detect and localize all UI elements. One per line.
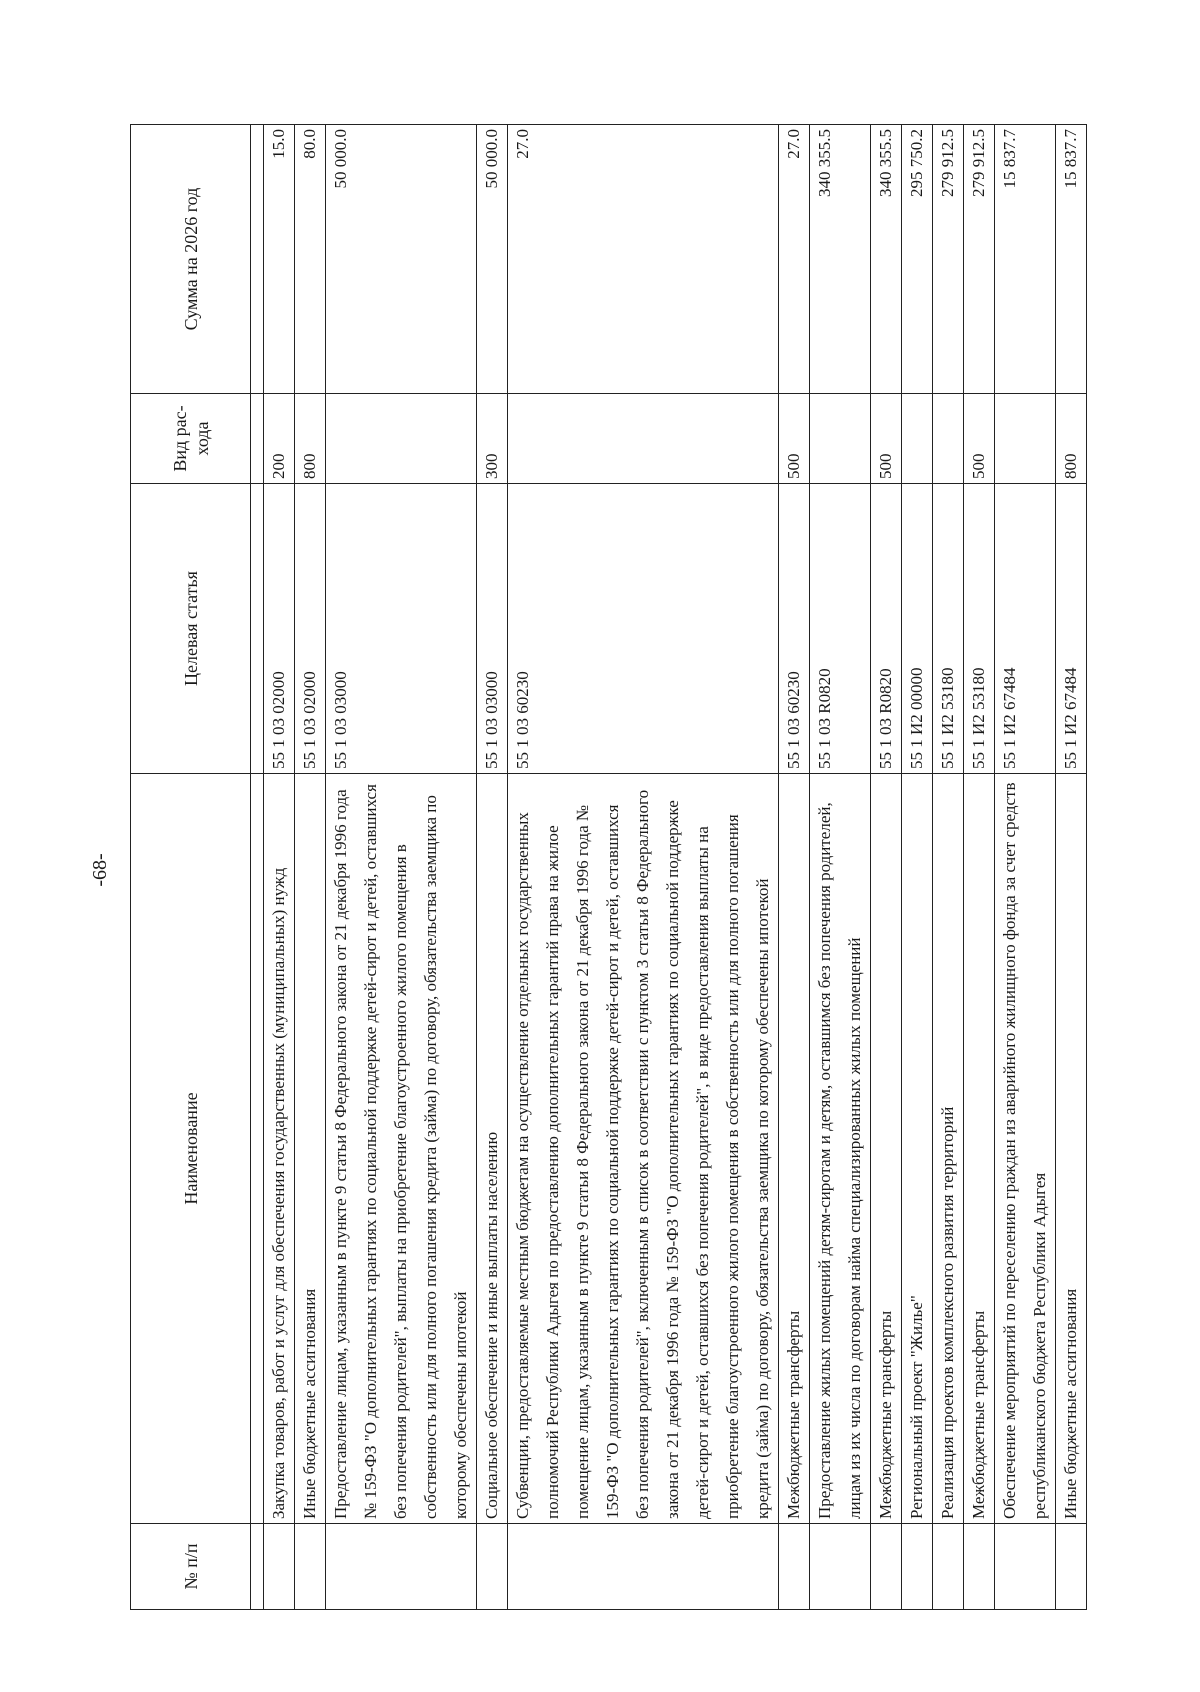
cell-amount: 27.0: [779, 125, 810, 394]
header-code: Целевая статья: [131, 484, 251, 774]
cell-num: [477, 1524, 508, 1610]
cell-code: 55 1 И2 67484: [1056, 484, 1087, 774]
cell-name: Реализация проектов комплексного развития территорий: [933, 774, 964, 1524]
table-container: [130, 125, 1080, 1610]
cell-name: Иные бюджетные ассигнования: [295, 774, 326, 1524]
cell-kind: [933, 394, 964, 484]
cell-amount: 295 750.2: [902, 125, 933, 394]
cell-num: [779, 1524, 810, 1610]
cell-kind: [902, 394, 933, 484]
cell-code: 55 1 03 60230: [779, 484, 810, 774]
cell-code: 55 1 И2 53180: [933, 484, 964, 774]
cell-kind: 300: [477, 394, 508, 484]
cell-kind: 200: [264, 394, 295, 484]
table-row: [477, 125, 508, 1610]
table-row: [964, 125, 995, 1610]
cell-code: 55 1 03 R0820: [810, 484, 871, 774]
cell-name: Предоставление лицам, указанным в пункте 9 статьи 8 Федерального закона от 21 декабря 1996 года № 159-ФЗ "О дополнительных гарантиях по социальной поддержке детей-сирот и детей, оставшихся без попечения родителей", выплаты на приобретение благоустроенного жилого помещения в собственность или для полного погашения кредита (займа) по договору, обязательства заемщика по которому обеспечены ипотекой: [326, 774, 477, 1524]
cell-code: 55 1 03 03000: [326, 484, 477, 774]
cell-kind: [326, 394, 477, 484]
cell-amount: 340 355.5: [810, 125, 871, 394]
header-amount: Сумма на 2026 год: [131, 125, 251, 394]
cell-name: Предоставление жилых помещений детям-сиротам и детям, оставшимся без попечения родителей, лицам из их числа по договорам найма специализированных жилых помещений: [810, 774, 871, 1524]
table-row: [1056, 125, 1087, 1610]
cell-amount: 50 000.0: [326, 125, 477, 394]
table-row: [779, 125, 810, 1610]
cell-num: [1056, 1524, 1087, 1610]
cell-name: Иные бюджетные ассигнования: [1056, 774, 1087, 1524]
page-number: -68-: [89, 853, 111, 887]
cell-name: Межбюджетные трансферты: [871, 774, 902, 1524]
cell-code: 55 1 И2 67484: [995, 484, 1056, 774]
cell-name: Региональный проект "Жилье": [902, 774, 933, 1524]
cell-amount: 15 837.7: [1056, 125, 1087, 394]
cell-code: 55 1 И2 53180: [964, 484, 995, 774]
table-row: [326, 125, 477, 1610]
table-row: [902, 125, 933, 1610]
cell-name: Социальное обеспечение и иные выплаты населению: [477, 774, 508, 1524]
cell-name: Межбюджетные трансферты: [779, 774, 810, 1524]
cell-amount: 80.0: [295, 125, 326, 394]
table-row: [995, 125, 1056, 1610]
cell-num: [326, 1524, 477, 1610]
cell-name: Закупка товаров, работ и услуг для обеспечения государственных (муниципальных) нужд: [264, 774, 295, 1524]
cell-num: [810, 1524, 871, 1610]
cell-code: 55 1 03 02000: [264, 484, 295, 774]
header-name: Наименование: [131, 774, 251, 1524]
cell-amount: 50 000.0: [477, 125, 508, 394]
cell-num: [995, 1524, 1056, 1610]
cell-name: Обеспечение мероприятий по переселению граждан из аварийного жилищного фонда за счет средств республиканского бюджета Республики Адыгея: [995, 774, 1056, 1524]
cell-code: 55 1 03 R0820: [871, 484, 902, 774]
table-spacer-row: [251, 125, 264, 1610]
cell-num: [264, 1524, 295, 1610]
cell-name: Межбюджетные трансферты: [964, 774, 995, 1524]
cell-num: [933, 1524, 964, 1610]
cell-kind: 800: [295, 394, 326, 484]
cell-num: [508, 1524, 779, 1610]
cell-kind: 500: [779, 394, 810, 484]
cell-amount: 15.0: [264, 125, 295, 394]
cell-kind: [508, 394, 779, 484]
header-num: № п/п: [131, 1524, 251, 1610]
cell-code: 55 1 03 02000: [295, 484, 326, 774]
table-row: [871, 125, 902, 1610]
cell-amount: 279 912.5: [933, 125, 964, 394]
cell-num: [295, 1524, 326, 1610]
table-row: [295, 125, 326, 1610]
cell-kind: 500: [964, 394, 995, 484]
table-row: [508, 125, 779, 1610]
cell-code: 55 1 03 03000: [477, 484, 508, 774]
cell-code: 55 1 03 60230: [508, 484, 779, 774]
cell-name: Субвенции, предоставляемые местным бюджетам на осуществление отдельных государственных полномочий Республики Адыгея по предоставлению дополнительных гарантий права на жилое помещение лицам, указанным в пункте 9 статьи 8 Федерального закона от 21 декабря 1996 года № 159-ФЗ "О дополнительных гарантиях по социальной поддержке детей-сирот и детей, оставшихся без попечения родителей", включенным в список в соответствии с пунктом 3 статьи 8 Федерального закона от 21 декабря 1996 года № 159-ФЗ "О дополнительных гарантиях по социальной поддержке детей-сирот и детей, оставшихся без попечения родителей", в виде предоставления выплаты на приобретение благоустроенного жилого помещения в собственность или для полного погашения кредита (займа) по договору, обязательства заемщика по которому обеспечены ипотекой: [508, 774, 779, 1524]
cell-kind: [995, 394, 1056, 484]
cell-num: [871, 1524, 902, 1610]
cell-kind: [810, 394, 871, 484]
budget-table: [130, 124, 1087, 1610]
table-header-row: [131, 125, 251, 1610]
cell-amount: 27.0: [508, 125, 779, 394]
table-row: [810, 125, 871, 1610]
cell-code: 55 1 И2 00000: [902, 484, 933, 774]
table-row: [933, 125, 964, 1610]
cell-num: [902, 1524, 933, 1610]
table-row: [264, 125, 295, 1610]
cell-num: [964, 1524, 995, 1610]
cell-amount: 279 912.5: [964, 125, 995, 394]
cell-kind: 500: [871, 394, 902, 484]
header-kind: Вид рас- хода: [131, 394, 251, 484]
cell-kind: 800: [1056, 394, 1087, 484]
cell-amount: 340 355.5: [871, 125, 902, 394]
cell-amount: 15 837.7: [995, 125, 1056, 394]
